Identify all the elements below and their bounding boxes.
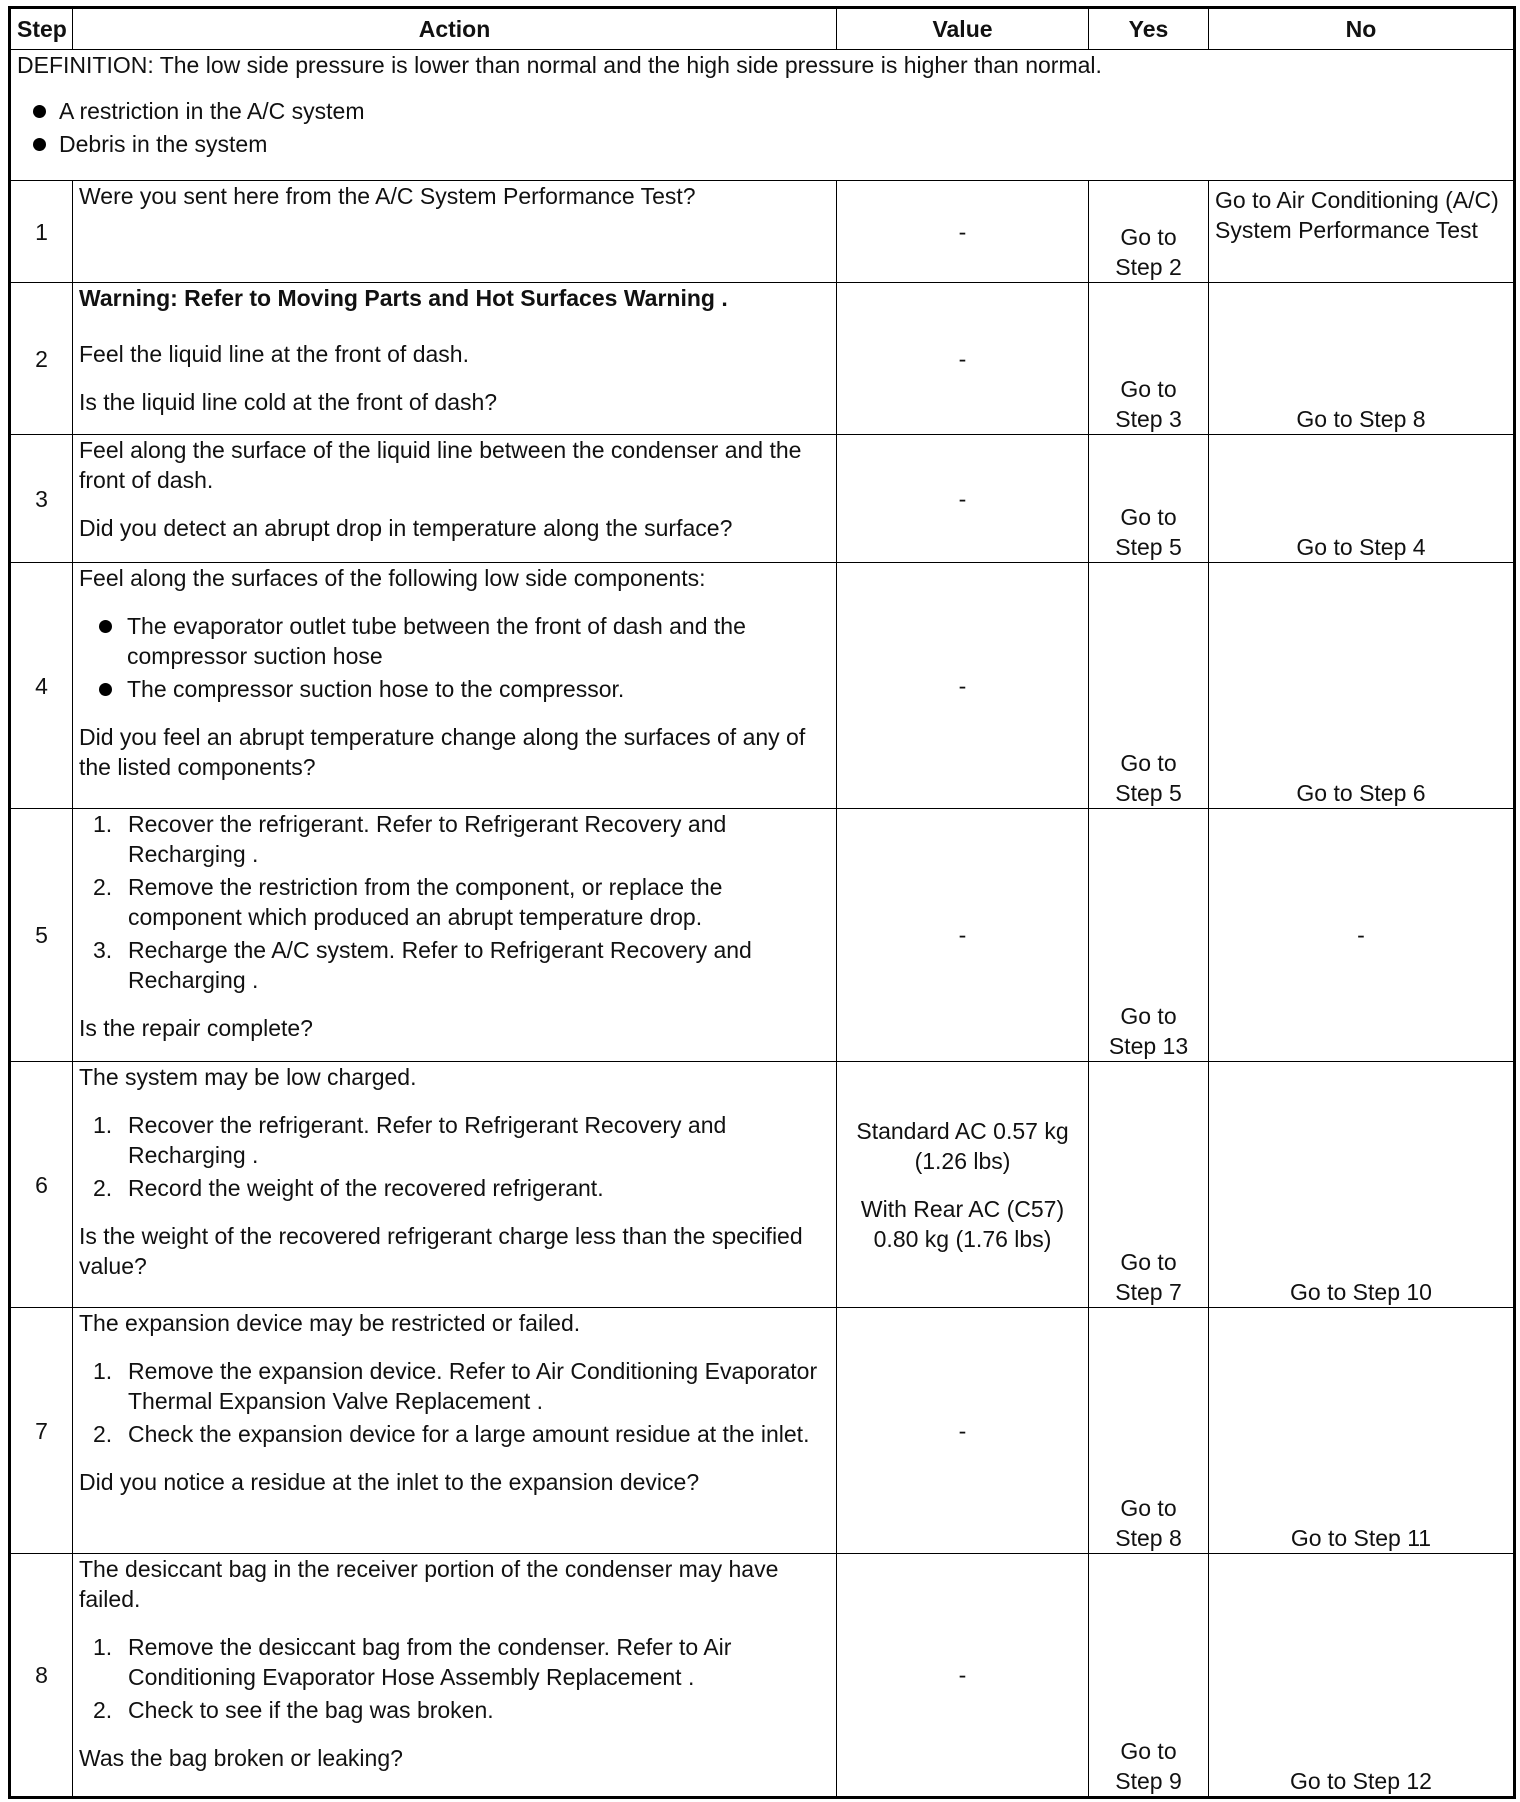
question: Is the weight of the recovered refrigerant charge less than the specified value? (79, 1223, 803, 1279)
no-cell: Go to Air Conditioning (A/C) System Performance Test (1209, 181, 1515, 283)
step-number: 6 (10, 1062, 73, 1308)
action-cell (73, 1062, 837, 1308)
value-cell (837, 1062, 1089, 1308)
action-cell (73, 1554, 837, 1798)
step-number: 7 (10, 1308, 73, 1554)
component-list (79, 611, 830, 704)
procedure-item: 2. Check the expansion device for a large amount residue at the inlet. (93, 1421, 810, 1447)
component-item: The evaporator outlet tube between the front of dash and the compressor suction hose (79, 611, 830, 671)
value-cell: - (837, 809, 1089, 1062)
definition-row (10, 50, 1515, 181)
value-cell: - (837, 435, 1089, 563)
question: Is the repair complete? (79, 1015, 313, 1041)
value-cell: - (837, 181, 1089, 283)
question: Did you detect an abrupt drop in temperature along the surface? (79, 515, 733, 541)
value-rear-ac: With Rear AC (C57) 0.80 kg (1.76 lbs) (860, 1195, 1065, 1252)
procedure-text: Recover the refrigerant. Refer to Refrigerant Recovery and Recharging . (128, 1112, 727, 1168)
procedure-text: Recover the refrigerant. Refer to Refrigerant Recovery and Recharging . (128, 811, 727, 867)
action-cell (73, 435, 837, 563)
procedure-list (79, 1356, 830, 1449)
step-row-6 (10, 1062, 1515, 1308)
no-cell: Go to Step 12 (1209, 1554, 1515, 1798)
procedure-item: 1. Recover the refrigerant. Refer to Refrigerant Recovery and Recharging . (93, 1112, 727, 1168)
no-cell: Go to Step 10 (1209, 1062, 1515, 1308)
procedure-item: 1. Recover the refrigerant. Refer to Refrigerant Recovery and Recharging . (93, 811, 727, 867)
yes-cell: Go to Step 7 (1089, 1062, 1209, 1308)
definition-cell (10, 50, 1515, 181)
no-cell: - (1209, 809, 1515, 1062)
value-cell: - (837, 283, 1089, 435)
procedure-list (79, 809, 830, 995)
question: Was the bag broken or leaking? (79, 1745, 403, 1771)
warning-text (79, 283, 830, 313)
header-step: Step (10, 8, 73, 50)
question: Did you notice a residue at the inlet to the expansion device? (79, 1469, 700, 1495)
action-cell (73, 283, 837, 435)
step-number: 1 (10, 181, 73, 283)
question: Did you feel an abrupt temperature change along the surfaces of any of the listed components? (79, 724, 806, 780)
procedure-item: 2. Remove the restriction from the component, or replace the component which produced an abrupt temperature drop. (93, 874, 723, 930)
procedure-item: 3. Recharge the A/C system. Refer to Refrigerant Recovery and Recharging . (93, 937, 752, 993)
no-cell: Go to Step 11 (1209, 1308, 1515, 1554)
instruction: The expansion device may be restricted or failed. (79, 1310, 581, 1336)
header-no: No (1209, 8, 1515, 50)
instruction: The desiccant bag in the receiver portion of the condenser may have failed. (79, 1556, 779, 1612)
step-number: 4 (10, 563, 73, 809)
instruction: Feel along the surface of the liquid line between the condenser and the front of dash. (79, 437, 802, 493)
procedure-text: Remove the restriction from the component, or replace the component which produced an abrupt temperature drop. (128, 874, 723, 930)
procedure-text: Remove the desiccant bag from the condenser. Refer to Air Conditioning Evaporator Hose Assembly Replacement . (128, 1634, 732, 1690)
procedure-text: Remove the expansion device. Refer to Air Conditioning Evaporator Thermal Expansion Valve Replacement . (128, 1358, 818, 1414)
value-cell: - (837, 1554, 1089, 1798)
instruction: Feel the liquid line at the front of dash. (79, 341, 469, 367)
step-row-2 (10, 283, 1515, 435)
value-standard: Standard AC 0.57 kg (1.26 lbs) (856, 1117, 1069, 1174)
action-cell (73, 181, 837, 283)
instruction: Feel along the surfaces of the following low side components: (79, 565, 706, 591)
value-cell: - (837, 1308, 1089, 1554)
diagnostic-table (8, 6, 1516, 1799)
step-row-8 (10, 1554, 1515, 1798)
definition-bullet: Debris in the system (17, 129, 1507, 159)
procedure-list (79, 1632, 830, 1725)
step-number: 5 (10, 809, 73, 1062)
yes-cell: Go to Step 8 (1089, 1308, 1209, 1554)
procedure-item: 2. Record the weight of the recovered refrigerant. (93, 1175, 604, 1201)
yes-cell: Go to Step 5 (1089, 563, 1209, 809)
component-item: The compressor suction hose to the compressor. (79, 674, 830, 704)
definition-bullets (17, 96, 1507, 159)
procedure-text: Check the expansion device for a large amount residue at the inlet. (128, 1421, 810, 1447)
yes-cell: Go to Step 3 (1089, 283, 1209, 435)
procedure-item: 1. Remove the desiccant bag from the condenser. Refer to Air Conditioning Evaporator Hose Assembly Replacement . (93, 1634, 732, 1690)
action-cell (73, 1308, 837, 1554)
procedure-list (79, 1110, 830, 1203)
procedure-text: Record the weight of the recovered refrigerant. (128, 1175, 604, 1201)
procedure-item: 1. Remove the expansion device. Refer to Air Conditioning Evaporator Thermal Expansion Valve Replacement . (93, 1358, 818, 1414)
question: Is the liquid line cold at the front of dash? (79, 389, 498, 415)
procedure-item: 2. Check to see if the bag was broken. (93, 1697, 494, 1723)
definition-text: DEFINITION: The low side pressure is lower than normal and the high side pressure is higher than normal. (17, 52, 1102, 78)
warning-bold: Warning: Refer to Moving Parts and Hot Surfaces Warning . (79, 285, 728, 311)
step-number: 8 (10, 1554, 73, 1798)
procedure-text: Check to see if the bag was broken. (128, 1697, 494, 1723)
no-cell: Go to Step 4 (1209, 435, 1515, 563)
header-value: Value (837, 8, 1089, 50)
yes-cell: Go to Step 2 (1089, 181, 1209, 283)
step-row-5 (10, 809, 1515, 1062)
step-number: 3 (10, 435, 73, 563)
procedure-text: Recharge the A/C system. Refer to Refrigerant Recovery and Recharging . (128, 937, 752, 993)
question: Were you sent here from the A/C System Performance Test? (79, 183, 696, 209)
step-number: 2 (10, 283, 73, 435)
value-cell: - (837, 563, 1089, 809)
no-cell: Go to Step 6 (1209, 563, 1515, 809)
action-cell (73, 809, 837, 1062)
yes-cell: Go to Step 13 (1089, 809, 1209, 1062)
header-action: Action (73, 8, 837, 50)
yes-cell: Go to Step 9 (1089, 1554, 1209, 1798)
step-row-3 (10, 435, 1515, 563)
step-row-4 (10, 563, 1515, 809)
yes-cell: Go to Step 5 (1089, 435, 1209, 563)
step-row-1 (10, 181, 1515, 283)
instruction: The system may be low charged. (79, 1064, 417, 1090)
step-row-7 (10, 1308, 1515, 1554)
definition-bullet: A restriction in the A/C system (17, 96, 1507, 126)
action-cell (73, 563, 837, 809)
no-cell: Go to Step 8 (1209, 283, 1515, 435)
header-yes: Yes (1089, 8, 1209, 50)
header-row (10, 8, 1515, 50)
